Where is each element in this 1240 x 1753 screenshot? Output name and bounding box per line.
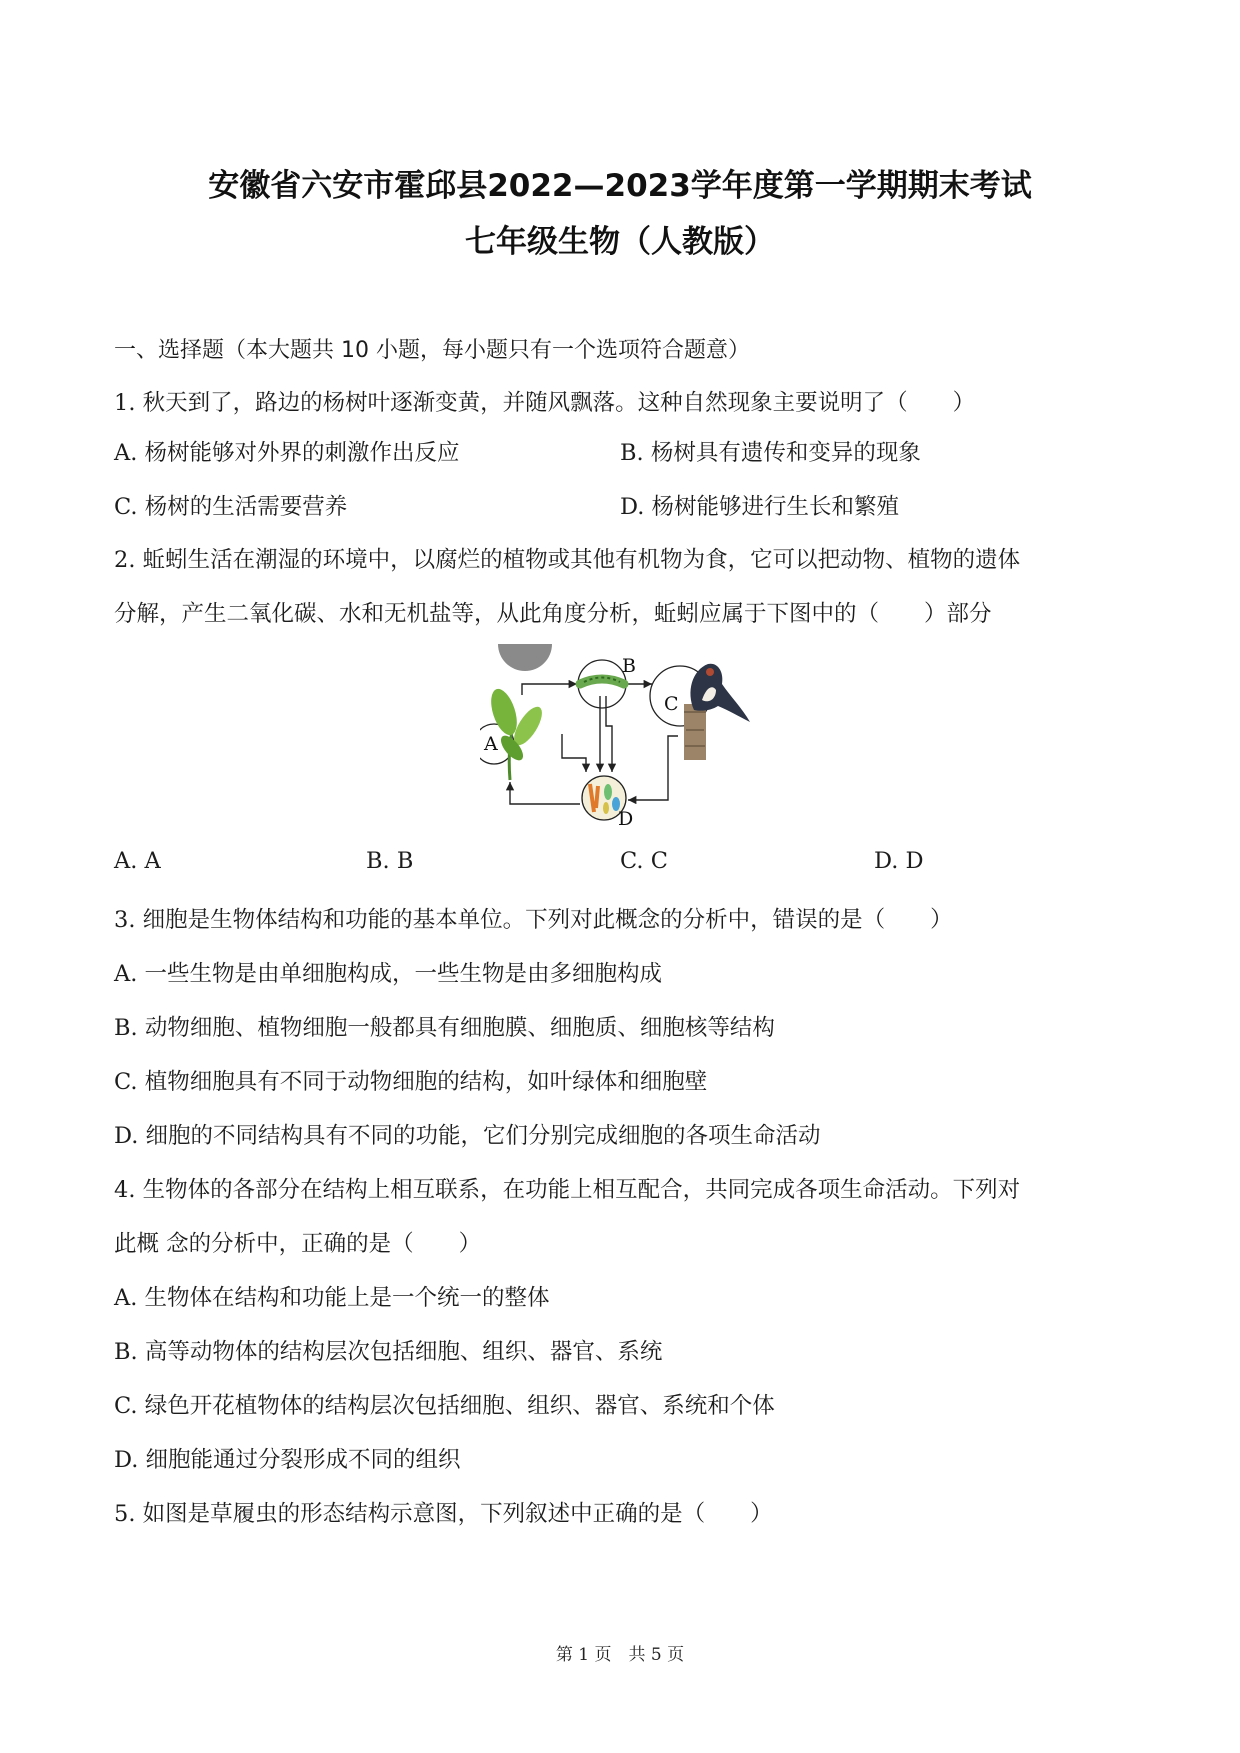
food-web-figure — [480, 640, 760, 830]
question-3-option-a: A. 一些生物是由单细胞构成，一些生物是由多细胞构成 — [114, 961, 663, 987]
grey-semicircle-shape — [498, 644, 552, 671]
question-2-option-d: D. D — [874, 848, 924, 874]
question-5-stem: 5. 如图是草履虫的形态结构示意图，下列叙述中正确的是（ ） — [114, 1501, 773, 1527]
question-4-stem-line-1: 4. 生物体的各部分在结构上相互联系，在功能上相互配合，共同完成各项生命活动。下列对 — [114, 1177, 1021, 1203]
exam-title: 安徽省六安市霍邱县2022—2023学年度第一学期期末考试 — [208, 168, 1032, 204]
exam-subtitle: 七年级生物（人教版） — [465, 224, 775, 260]
question-2-option-b: B. B — [366, 848, 414, 874]
question-4-option-d: D. 细胞能通过分裂形成不同的组织 — [114, 1447, 461, 1473]
question-2-option-c: C. C — [620, 848, 668, 874]
question-2-option-a: A. A — [114, 848, 161, 874]
caterpillar-icon — [578, 660, 626, 708]
question-4-stem-line-2: 此概 念的分析中，正确的是（ ） — [114, 1231, 482, 1257]
question-1-option-b: B. 杨树具有遗传和变异的现象 — [620, 440, 921, 466]
figure-label-d: D — [618, 808, 634, 830]
question-2-stem-line-1: 2. 蚯蚓生活在潮湿的环境中，以腐烂的植物或其他有机物为食，它可以把动物、植物的遗体 — [114, 547, 1021, 573]
question-4-option-c: C. 绿色开花植物体的结构层次包括细胞、组织、器官、系统和个体 — [114, 1393, 775, 1419]
section-heading: 一、选择题（本大题共 10 小题，每小题只有一个选项符合题意） — [114, 338, 750, 363]
question-3-option-d: D. 细胞的不同结构具有不同的功能，它们分别完成细胞的各项生命活动 — [114, 1123, 821, 1149]
question-1-option-a: A. 杨树能够对外界的刺激作出反应 — [114, 440, 460, 466]
question-3-option-c: C. 植物细胞具有不同于动物细胞的结构，如叶绿体和细胞壁 — [114, 1069, 708, 1095]
question-3-option-b: B. 动物细胞、植物细胞一般都具有细胞膜、细胞质、细胞核等结构 — [114, 1015, 775, 1041]
question-4-option-b: B. 高等动物体的结构层次包括细胞、组织、器官、系统 — [114, 1339, 663, 1365]
figure-label-b: B — [622, 655, 636, 677]
question-2-stem-line-2: 分解，产生二氧化碳、水和无机盐等，从此角度分析，蚯蚓应属于下图中的（ ）部分 — [114, 601, 992, 627]
question-1-stem: 1. 秋天到了，路边的杨树叶逐渐变黄，并随风飘落。这种自然现象主要说明了（ ） — [114, 390, 976, 416]
page-footer: 第 1 页 共 5 页 — [555, 1645, 685, 1665]
question-3-stem: 3. 细胞是生物体结构和功能的基本单位。下列对此概念的分析中，错误的是（ ） — [114, 907, 953, 933]
figure-label-a: A — [484, 733, 498, 755]
question-1-option-c: C. 杨树的生活需要营养 — [114, 494, 348, 520]
question-1-option-d: D. 杨树能够进行生长和繁殖 — [620, 494, 900, 520]
question-4-option-a: A. 生物体在结构和功能上是一个统一的整体 — [114, 1285, 550, 1311]
figure-label-c: C — [664, 693, 679, 715]
